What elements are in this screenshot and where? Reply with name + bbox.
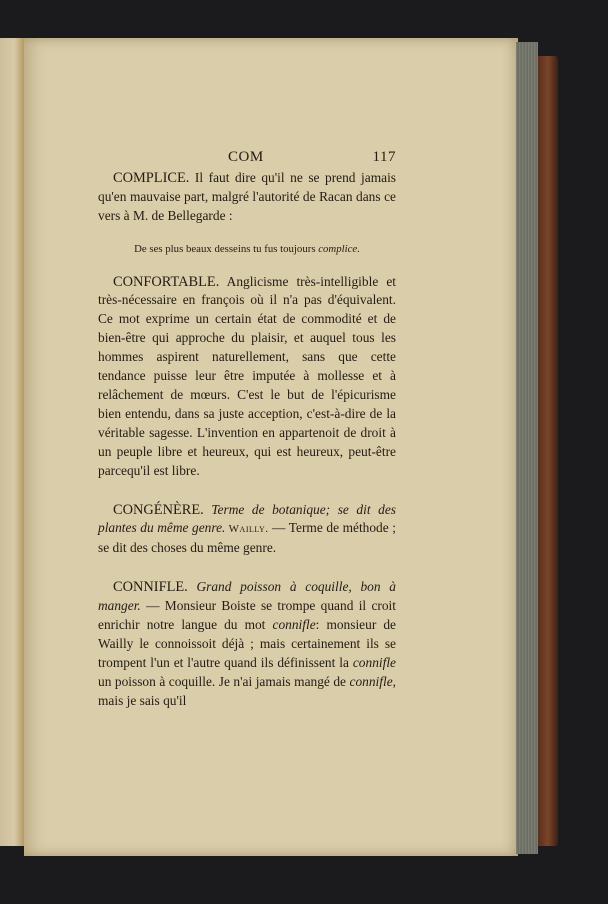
entry-term: COMPLICE. — [113, 169, 190, 186]
page-block-edge — [516, 42, 538, 854]
page-text — [98, 148, 396, 711]
entry-author: Wailly. — [225, 523, 269, 536]
entry-definition: Grand poisson à coquille, bon à manger. — [98, 579, 396, 614]
running-header — [98, 148, 396, 167]
entry-text: Anglicisme très-intelligible et très-nécessaire en françois où il n'a pas d'équivalent. Ce mot exprime un certain état de commodité et de bien-être qui approche du plaisir, et auquel tous les hommes aspirent naturellement, sans que cette tendance puisse leur être imputée à mollesse et à relâchement de mœurs. C'est le but de l'épicurisme bien entendu, dans sa juste acception, c'est-à-dire de la véritable sagesse. L'invention en appartenoit de droit à un peuple libre et heureux, qui est heureux, peut-être parcequ'il est libre. — [98, 273, 396, 478]
entry-text: : monsieur de Wailly le connoissoit déjà ; mais certainement ils se trompent l'un et l'autre quand ils définissent la — [98, 617, 397, 670]
verse-quote — [98, 240, 396, 259]
quote-text: De ses plus beaux desseins tu fus toujours — [134, 242, 319, 255]
running-head: COM — [228, 149, 264, 165]
entry-confortable — [98, 273, 396, 481]
entry-congenere — [98, 501, 396, 559]
entry-text: — Terme de méthode ; se dit des choses du même genre. — [98, 520, 396, 556]
entry-term: CONFORTABLE. — [113, 273, 220, 290]
entry-word: connifle — [272, 617, 316, 633]
entry-connifle — [98, 578, 396, 710]
facing-page-edge — [0, 38, 27, 846]
entry-term: CONGÉNÈRE. — [113, 501, 204, 518]
entry-word: connifle — [352, 654, 396, 670]
quote-italic: complice. — [318, 242, 360, 255]
entry-text: Il faut dire qu'il ne se prend jamais qu'en mauvaise part, malgré l'autorité de Racan dans ce vers à M. de Bellegarde : — [98, 169, 396, 223]
entry-definition: Terme de botanique; se dit des plantes du même genre. — [98, 501, 396, 536]
page-number: 117 — [372, 149, 396, 165]
entry-complice — [98, 169, 396, 226]
entry-term: CONNIFLE. — [113, 579, 188, 596]
entry-text: — Monsieur Boiste se trompe quand il croit enrichir notre langue du mot — [98, 598, 396, 633]
entry-word: connifle — [349, 673, 393, 689]
entry-text: , mais je sais qu'il — [98, 673, 396, 708]
entry-text: un poisson à coquille. Je n'ai jamais mangé de — [98, 673, 350, 689]
book-cover-edge — [538, 56, 558, 846]
